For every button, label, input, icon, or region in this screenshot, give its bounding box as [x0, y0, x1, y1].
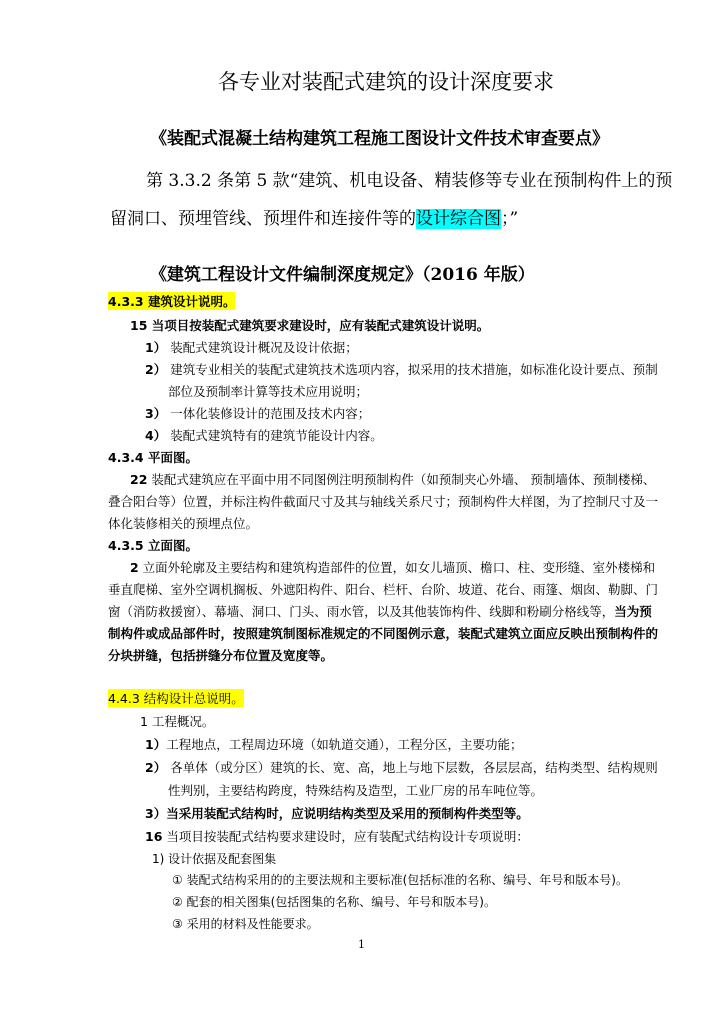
list-item: 1） 装配式建筑设计概况及设计依据； — [145, 340, 358, 355]
sub-heading: 1) 设计依据及配套图集 — [152, 852, 277, 866]
section1-para-line2 — [110, 204, 518, 229]
section-4-3-4-label: 4.3.4 平面图。 — [108, 450, 198, 465]
section2-heading: 《建筑工程设计文件编制深度规定》（2016 年版） — [150, 265, 535, 285]
list-item: 3）当采用装配式结构时，应说明结构类型及采用的预制构件类型等。 — [145, 806, 529, 821]
section1-para-line1: 第 3.3.2 条第 5 款“建筑、机电设备、精装修等专业在预制构件上的预 — [146, 171, 673, 191]
list-item-cont: 部位及预制率计算等技术应用说明； — [168, 384, 369, 399]
item-16: 16 当项目按装配式结构要求建设时，应有装配式结构设计专项说明： — [145, 829, 529, 844]
list-item: ② 配套的相关图集(包括图集的名称、编号、年号和版本号)。 — [172, 895, 496, 909]
para-text-end: ；” — [501, 209, 519, 229]
list-item: 2） 建筑专业相关的装配式建筑技术选项内容，拟采用的技术措施，如标准化设计要点、预制 — [145, 362, 658, 377]
list-item-cont: 性判别，主要结构跨度，特殊结构及造型，工业厂房的吊车吨位等。 — [168, 783, 544, 798]
section-4-4-3-label: 4.4.3 结构设计总说明。 — [108, 691, 244, 706]
list-item: 4） 装配式建筑特有的建筑节能设计内容。 — [145, 428, 383, 443]
section-4-3-3-label: 4.3.3 建筑设计说明。 — [108, 294, 236, 309]
item-15: 15 当项目按装配式建筑要求建设时，应有装配式建筑设计说明。 — [130, 318, 490, 333]
para-line: 2 立面外轮廓及主要结构和建筑构造部件的位置，如女儿墙顶、檐口、柱、变形缝、室外楼梯和 — [130, 560, 656, 575]
list-item: 1）工程地点，工程周边环境（如轨道交通），工程分区，主要功能； — [145, 737, 523, 752]
highlighted-term: 设计综合图 — [416, 209, 501, 229]
list-item: ③ 采用的材料及性能要求。 — [172, 917, 319, 931]
para-line: 制构件或成品部件时，按照建筑制图标准规定的不同图例示意，装配式建筑立面应反映出预制构件的 — [108, 626, 659, 641]
list-item: 3） 一体化装修设计的范围及技术内容； — [145, 406, 371, 421]
para-line: 垂直爬梯、室外空调机搁板、外遮阳构件、阳台、栏杆、台阶、坡道、花台、雨篷、烟囱、勒脚、门 — [108, 582, 659, 597]
para-line: 窗（消防救援窗）、幕墙、洞口、门头、雨水管，以及其他装饰构件、线脚和粉刷分格线等，当为预 — [108, 604, 652, 619]
page-title: 各专业对装配式建筑的设计深度要求 — [218, 70, 554, 94]
section1-heading: 《装配式混凝土结构建筑工程施工图设计文件技术审查要点》 — [150, 129, 609, 149]
list-item: ① 装配式结构采用的的主要法规和主要标准(包括标准的名称、编号、年号和版本号)。 — [172, 873, 628, 887]
para-line: 22 装配式建筑应在平面中用不同图例注明预制构件（如预制夹心外墙、 预制墙体、预制楼梯、 — [130, 472, 656, 487]
item-1: 1 工程概况。 — [140, 714, 215, 729]
list-item: 2） 各单体（或分区）建筑的长、宽、高，地上与地下层数，各层层高，结构类型、结构规则 — [145, 760, 658, 775]
section-4-3-5-label: 4.3.5 立面图。 — [108, 538, 198, 553]
para-line: 体化装修相关的预埋点位。 — [108, 516, 259, 531]
page-number: 1 — [358, 938, 365, 951]
para-line: 分块拼缝，包括拼缝分布位置及宽度等。 — [108, 648, 334, 663]
para-line: 叠合阳台等）位置，并标注构件截面尺寸及其与轴线关系尺寸；预制构件大样图，为了控制尺寸及一 — [108, 494, 659, 509]
para-text: 留洞口、预埋管线、预埋件和连接件等的 — [110, 209, 416, 229]
